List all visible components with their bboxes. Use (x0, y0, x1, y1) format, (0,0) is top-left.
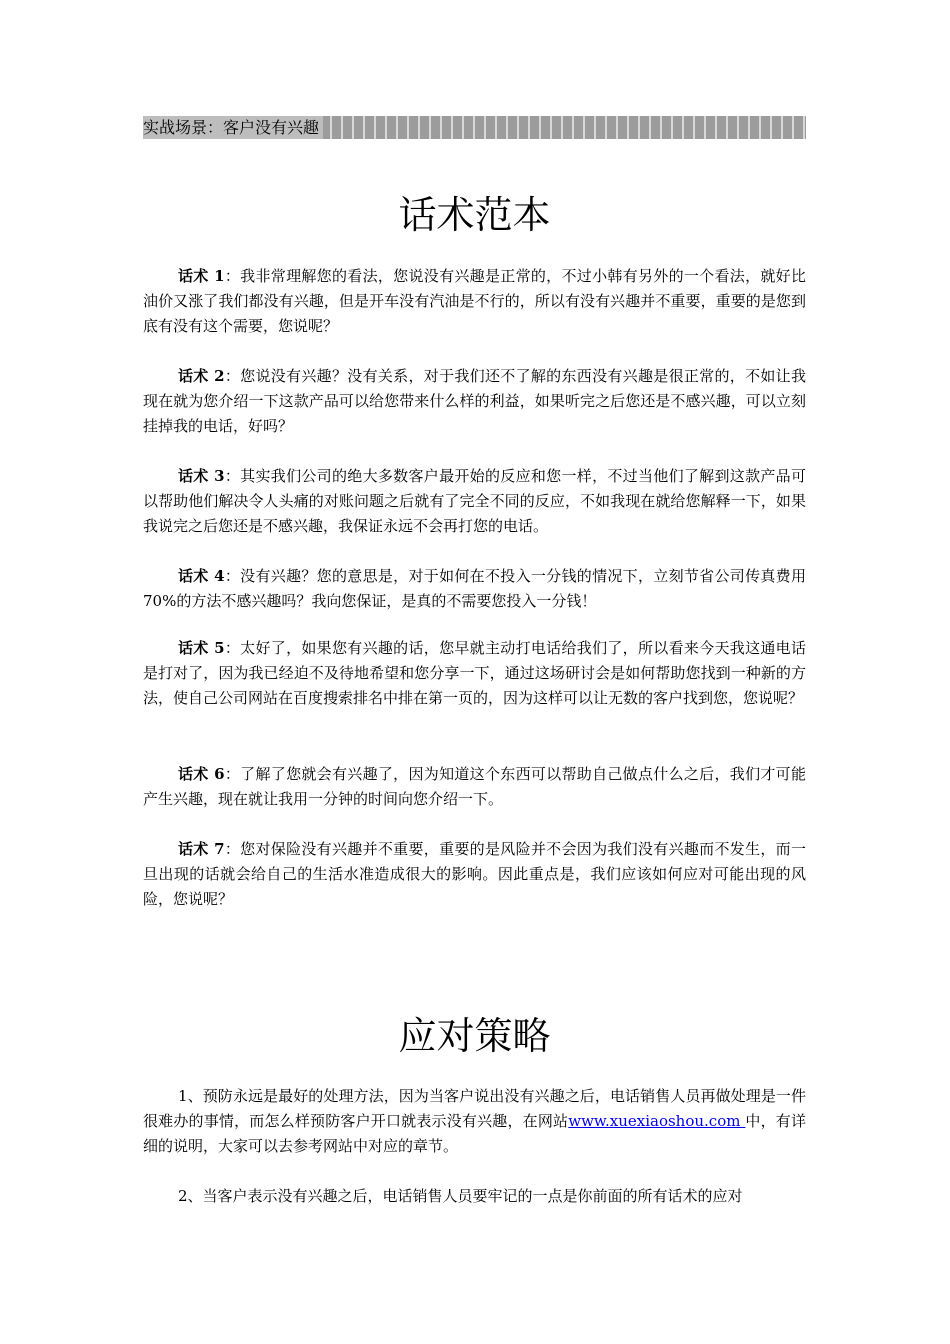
strategy-item-2: 2、当客户表示没有兴趣之后，电话销售人员要牢记的一点是你前面的所有话术的应对 (178, 1187, 743, 1205)
script-item-text: 您对保险没有兴趣并不重要，重要的是风险并不会因为我们没有兴趣而不发生，而一旦出现的话就会给自己的生活水准造成很大的影响。因此重点是，我们应该如何应对可能出现的风险，您说呢？ (143, 840, 806, 908)
script-item-label: 话术 5 (178, 639, 225, 657)
website-link[interactable]: www.xuexiaoshou.com (568, 1112, 746, 1130)
script-item-label: 话术 3 (178, 467, 225, 485)
script-item-label: 话术 7 (178, 840, 225, 858)
script-item-3: 话术 3：其实我们公司的绝大多数客户最开始的反应和您一样，不过当他们了解到这款产品可以帮助他们解决令人头痛的对账问题之后就有了完全不同的反应，不如我现在就给您解释一下，如果我说完之后您还是不感兴趣，我保证永远不会再打您的电话。 (143, 467, 806, 535)
script-item-5: 话术 5：太好了，如果您有兴趣的话，您早就主动打电话给我们了，所以看来今天我这通电话是打对了，因为我已经迫不及待地希望和您分享一下，通过这场研讨会是如何帮助您找到一种新的方法，使自己公司网站在百度搜索排名中排在第一页的，因为这样可以让无数的客户找到您，您说呢？ (143, 639, 806, 707)
script-item-text: 太好了，如果您有兴趣的话，您早就主动打电话给我们了，所以看来今天我这通电话是打对了，因为我已经迫不及待地希望和您分享一下，通过这场研讨会是如何帮助您找到一种新的方法，使自己公司网站在百度搜索排名中排在第一页的，因为这样可以让无数的客户找到您，您说呢？ (143, 639, 806, 707)
scene-banner-text: 实战场景：客户没有兴趣 (143, 116, 323, 139)
script-item-text: 其实我们公司的绝大多数客户最开始的反应和您一样，不过当他们了解到这款产品可以帮助他们解决令人头痛的对账问题之后就有了完全不同的反应，不如我现在就给您解释一下，如果我说完之后您还是不感兴趣，我保证永远不会再打您的电话。 (143, 467, 806, 535)
script-section-title: 话术范本 (398, 193, 551, 237)
script-item-2: 话术 2：您说没有兴趣？没有关系，对于我们还不了解的东西没有兴趣是很正常的，不如让我现在就为您介绍一下这款产品可以给您带来什么样的利益，如果听完之后您还是不感兴趣，可以立刻挂掉我的电话，好吗？ (143, 367, 806, 435)
script-item-1: 话术 1：我非常理解您的看法，您说没有兴趣是正常的，不过小韩有另外的一个看法，就好比油价又涨了我们都没有兴趣，但是开车没有汽油是不行的，所以有没有兴趣并不重要，重要的是您到底有没有这个需要，您说呢？ (143, 267, 806, 335)
script-item-4: 话术 4：没有兴趣？您的意思是，对于如何在不投入一分钱的情况下，立刻节省公司传真费用 70%的方法不感兴趣吗？我向您保证，是真的不需要您投入一分钱！ (143, 567, 806, 610)
script-item-label: 话术 6 (178, 765, 225, 783)
script-item-6: 话术 6：了解了您就会有兴趣了，因为知道这个东西可以帮助自己做点什么之后，我们才可能产生兴趣，现在就让我用一分钟的时间向您介绍一下。 (143, 765, 806, 808)
script-item-label: 话术 4 (178, 567, 225, 585)
script-item-text: 了解了您就会有兴趣了，因为知道这个东西可以帮助自己做点什么之后，我们才可能产生兴趣，现在就让我用一分钟的时间向您介绍一下。 (143, 765, 806, 808)
script-item-text: 我非常理解您的看法，您说没有兴趣是正常的，不过小韩有另外的一个看法，就好比油价又涨了我们都没有兴趣，但是开车没有汽油是不行的，所以有没有兴趣并不重要，重要的是您到底有没有这个需要，您说呢？ (143, 267, 806, 335)
script-item-text: 您说没有兴趣？没有关系，对于我们还不了解的东西没有兴趣是很正常的，不如让我现在就为您介绍一下这款产品可以给您带来什么样的利益，如果听完之后您还是不感兴趣，可以立刻挂掉我的电话，好吗？ (143, 367, 806, 435)
script-item-label: 话术 2 (178, 367, 225, 385)
strategy-item-1: 1、预防永远是最好的处理方法，因为当客户说出没有兴趣之后，电话销售人员再做处理是一件很难办的事情，而怎么样预防客户开口就表示没有兴趣，在网站www.xuexiaoshou.com 中，有详细的说明，大家可以去参考网站中对应的章节。 (143, 1087, 806, 1155)
scene-banner (143, 116, 806, 139)
script-item-7: 话术 7：您对保险没有兴趣并不重要，重要的是风险并不会因为我们没有兴趣而不发生，而一旦出现的话就会给自己的生活水准造成很大的影响。因此重点是，我们应该如何应对可能出现的风险，您说呢？ (143, 840, 806, 908)
strategy-section-title: 应对策略 (398, 1014, 551, 1058)
script-item-text: 没有兴趣？您的意思是，对于如何在不投入一分钱的情况下，立刻节省公司传真费用 70%的方法不感兴趣吗？我向您保证，是真的不需要您投入一分钱！ (143, 567, 806, 610)
script-item-label: 话术 1 (178, 267, 225, 285)
